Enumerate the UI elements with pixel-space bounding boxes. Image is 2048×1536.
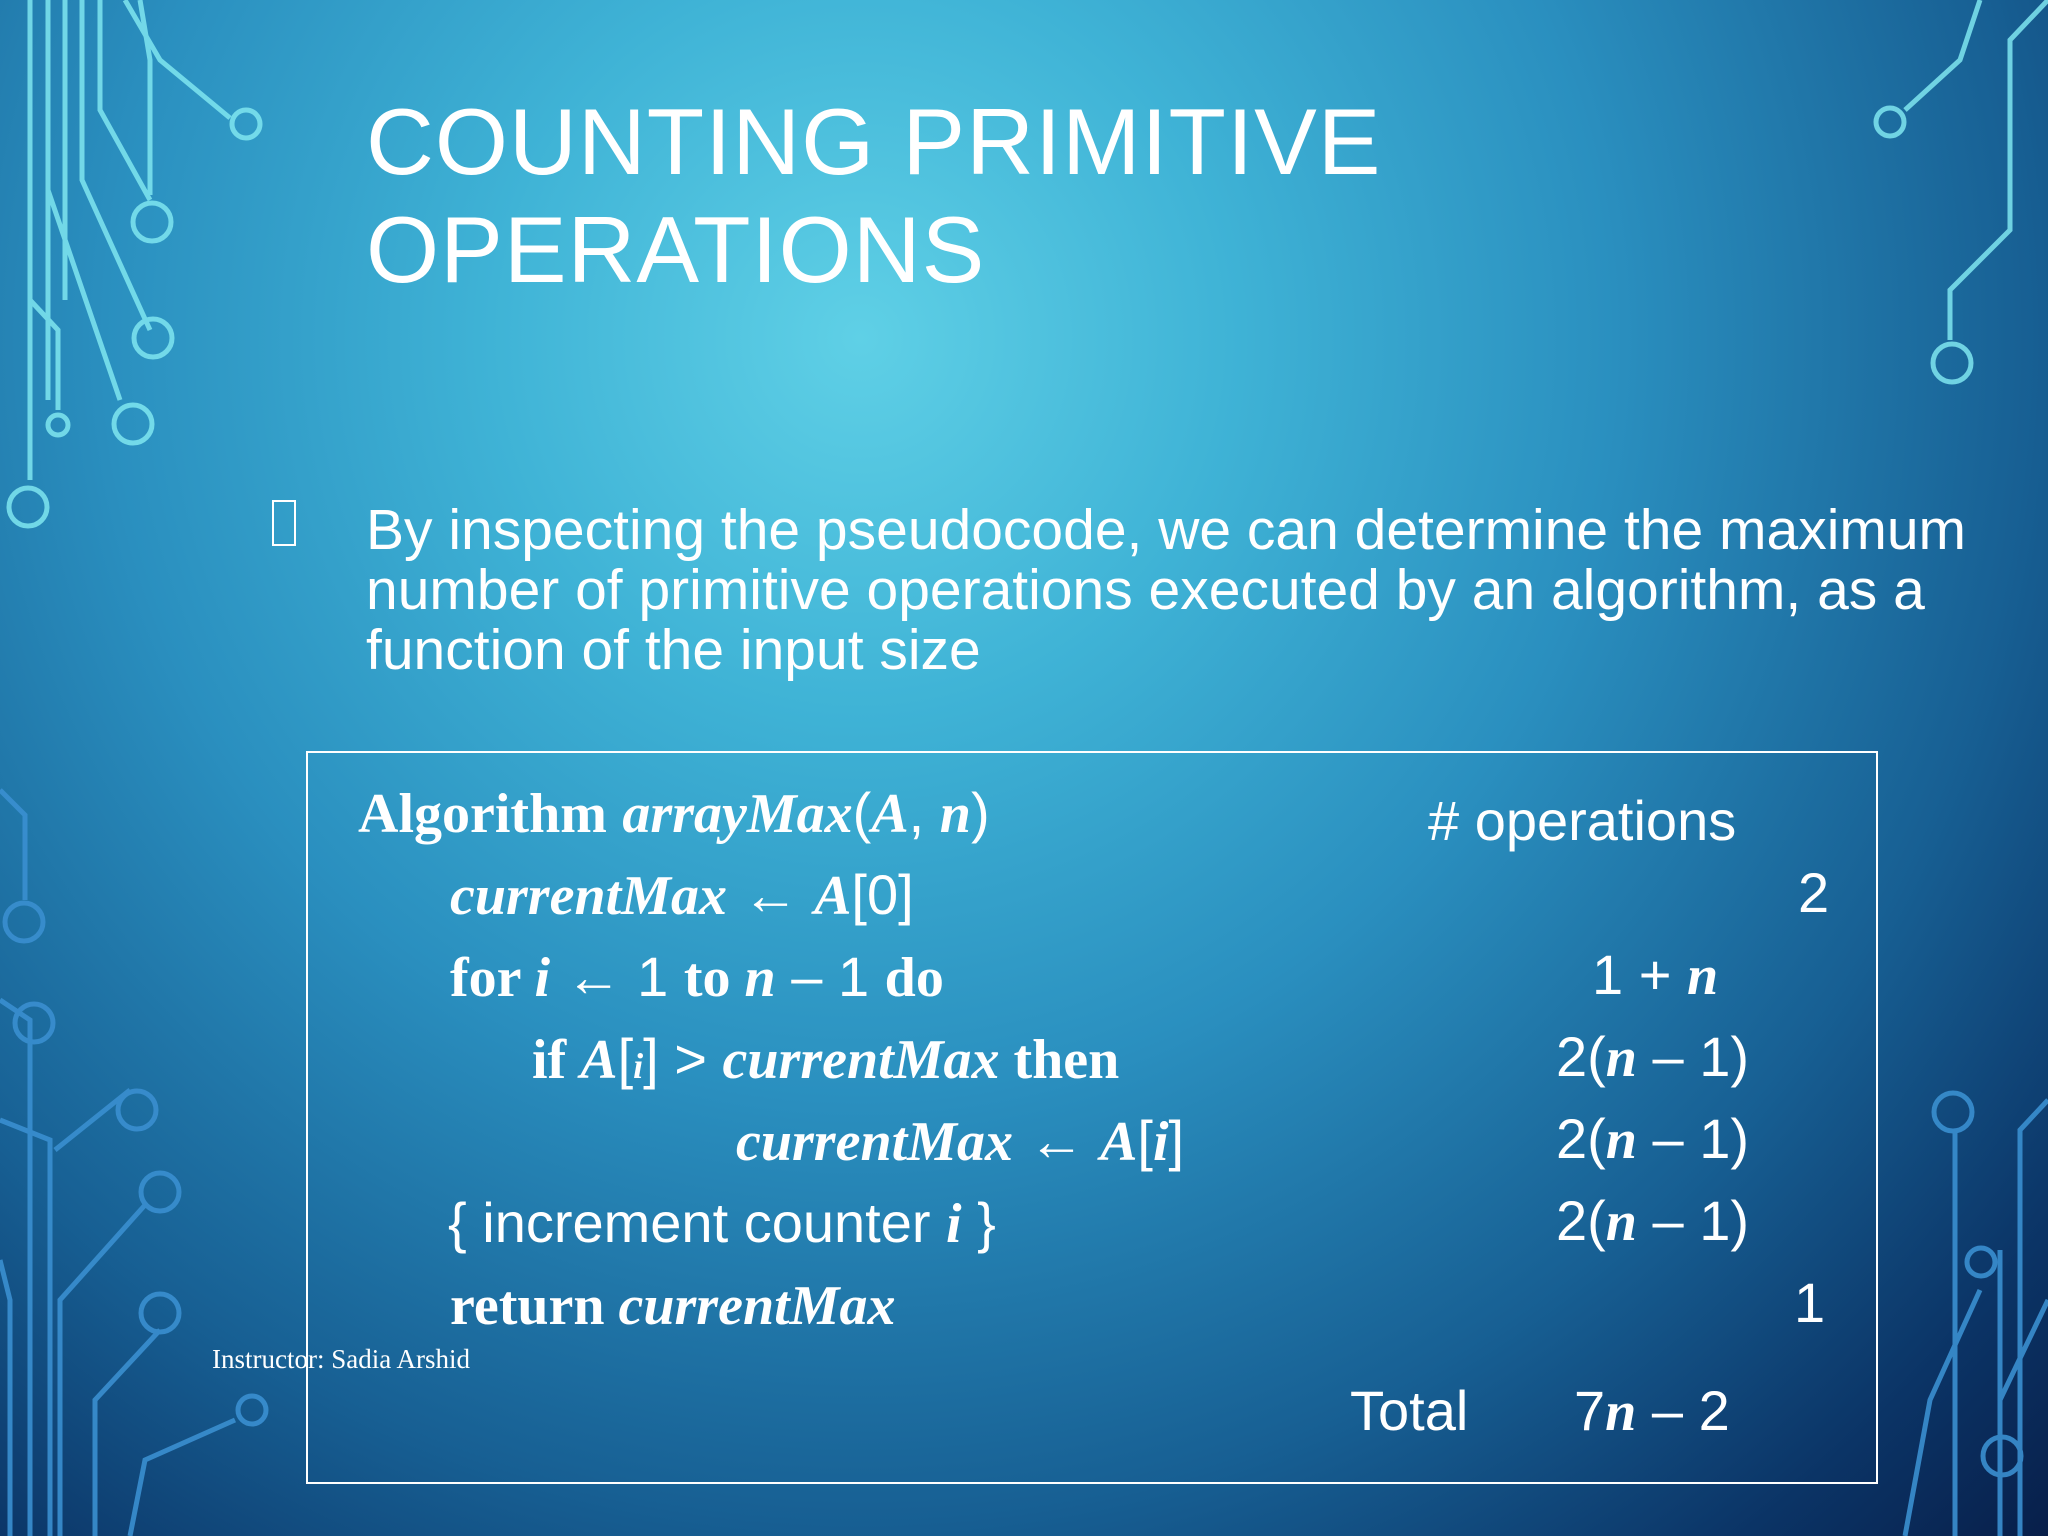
ops-line-1: 2: [1798, 861, 1830, 924]
ops-line-4-suffix: – 1): [1636, 1107, 1750, 1170]
code-line-1: [450, 860, 914, 931]
instructor-footer: Instructor: Sadia Arshid: [212, 1344, 470, 1374]
ops-line-6: 1: [1794, 1271, 1826, 1334]
title-line-1: COUNTING PRIMITIVE: [366, 89, 1382, 194]
var-i: i: [534, 947, 551, 1009]
ops-line-5-prefix: 2(: [1556, 1189, 1606, 1252]
total-prefix: 7: [1574, 1379, 1606, 1442]
ops-line-3-suffix: – 1): [1636, 1025, 1750, 1088]
title-line-2: OPERATIONS: [366, 197, 986, 302]
keyword-to: to: [683, 947, 745, 1009]
var-n: n: [744, 947, 776, 1009]
bullet-text: By inspecting the pseudocode, we can determine the maximum number of primitive operations executed by an algorithm, as a function of the input size: [366, 498, 1967, 682]
ops-line-4-prefix: 2(: [1556, 1107, 1606, 1170]
assign-op: ←: [726, 863, 815, 926]
ops-line-2-prefix: 1 +: [1592, 943, 1687, 1006]
array-a: A: [1100, 1111, 1138, 1173]
assign-one: ← 1: [550, 945, 684, 1008]
ops-line-2: [1592, 940, 1718, 1011]
index-zero: [0]: [851, 863, 914, 926]
keyword-if: if: [532, 1029, 581, 1091]
param-comma: ,: [908, 781, 940, 844]
ops-line-5: [1556, 1186, 1749, 1257]
params-close: ): [970, 781, 990, 844]
total-label: Total: [1350, 1379, 1469, 1442]
total-n: n: [1605, 1381, 1637, 1443]
bracket-open: [: [617, 1027, 634, 1090]
ops-line-3-n: n: [1605, 1027, 1637, 1089]
algorithm-keyword: Algorithm: [358, 783, 607, 845]
ops-line-3: [1556, 1022, 1749, 1093]
array-a: A: [580, 1029, 618, 1091]
minus-one: – 1: [775, 945, 885, 1008]
var-i: i: [946, 1193, 962, 1255]
keyword-for: for: [450, 947, 535, 1009]
param-n: n: [939, 783, 971, 845]
index-i: i: [633, 1046, 644, 1086]
code-line-4: [736, 1106, 1184, 1177]
code-line-3: [532, 1024, 1119, 1101]
keyword-do: do: [884, 947, 944, 1009]
assign-op: ←: [1012, 1109, 1101, 1172]
operations-header: # operations: [1428, 789, 1737, 852]
var-currentmax: currentMax: [450, 865, 727, 927]
var-currentmax: currentMax: [618, 1275, 896, 1337]
keyword-return: return: [450, 1275, 619, 1337]
ops-line-4-n: n: [1605, 1109, 1637, 1171]
ops-line-5-suffix: – 1): [1636, 1189, 1750, 1252]
bracket-close: ]: [1168, 1109, 1185, 1172]
ops-line-2-n: n: [1686, 945, 1719, 1007]
slide-title: [366, 88, 1766, 304]
algorithm-name: arrayMax: [622, 783, 853, 845]
code-line-5: [448, 1188, 996, 1259]
var-currentmax: currentMax: [722, 1029, 1000, 1091]
total-value: [1574, 1376, 1730, 1447]
keyword-then: then: [999, 1029, 1120, 1091]
ops-line-5-n: n: [1605, 1191, 1637, 1253]
ops-line-3-prefix: 2(: [1556, 1025, 1606, 1088]
params-open: (: [852, 781, 872, 844]
compare-op: ] >: [643, 1027, 723, 1090]
comment-suffix: }: [961, 1191, 996, 1254]
bracket-open: [: [1137, 1109, 1153, 1172]
ops-line-4: [1556, 1104, 1749, 1175]
code-line-2: [450, 942, 944, 1013]
index-i: i: [1152, 1111, 1169, 1173]
array-a: A: [814, 865, 852, 927]
total-suffix: – 2: [1636, 1379, 1730, 1442]
code-line-6: [450, 1270, 895, 1341]
square-bullet-icon: [272, 500, 296, 546]
comment-prefix: { increment counter: [448, 1191, 947, 1254]
var-currentmax: currentMax: [736, 1111, 1013, 1173]
param-a: A: [871, 783, 909, 845]
algorithm-header: [358, 778, 990, 849]
